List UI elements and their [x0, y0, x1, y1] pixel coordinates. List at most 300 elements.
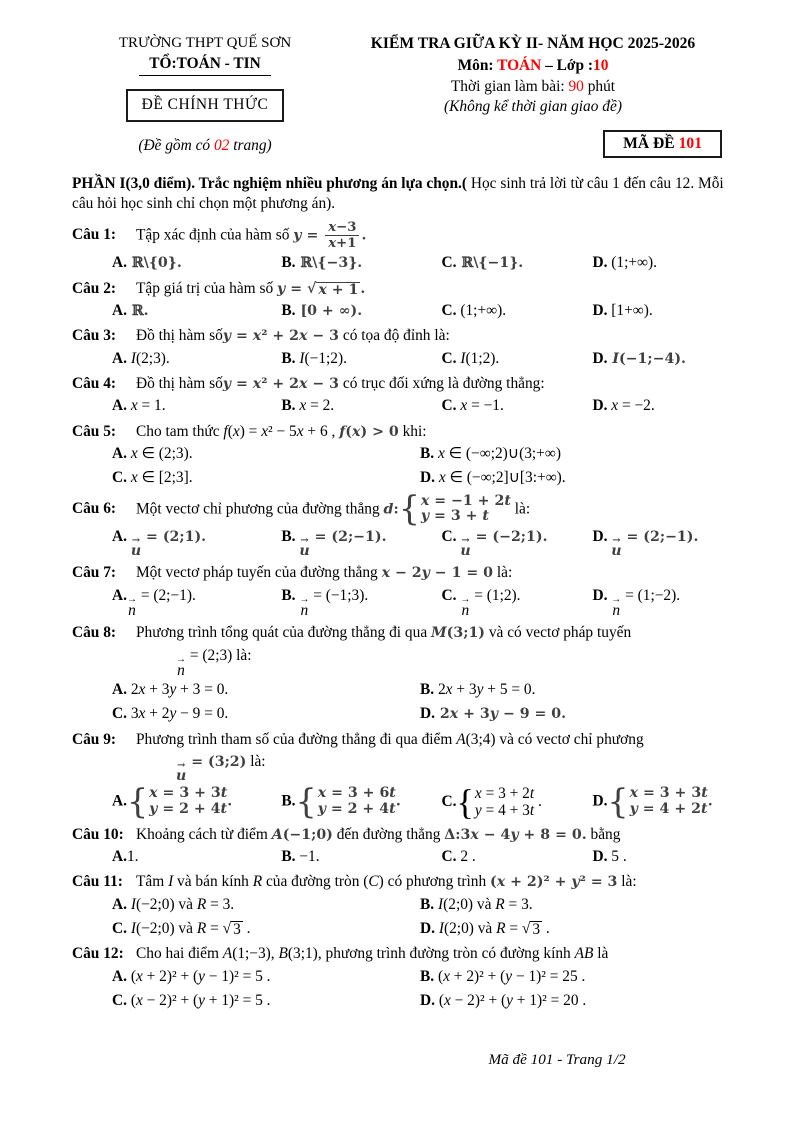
option-b: [281, 396, 441, 416]
question-text: [136, 374, 545, 394]
option-key: B.: [281, 792, 296, 810]
math-run: 1.: [126, 847, 139, 865]
options-row: [112, 895, 728, 915]
option-c: [442, 253, 593, 273]
exam-header: [72, 34, 728, 158]
text-run: là:: [246, 752, 266, 770]
math-run: I(2;0): [438, 919, 474, 937]
option-key: A.: [112, 680, 127, 698]
option-key: B.: [420, 967, 435, 985]
text-run: – Lớp :: [541, 56, 593, 74]
vector-symbol: → u: [611, 535, 622, 560]
math-run: [1+∞).: [607, 301, 653, 319]
option-b: [281, 349, 441, 369]
option-key: B.: [420, 680, 435, 698]
option-a: [112, 680, 420, 700]
question-label: Câu 6:: [72, 500, 117, 518]
math-run: I(1;2).: [460, 349, 500, 367]
text-run: MÃ ĐỀ: [623, 134, 679, 152]
options-row: [112, 967, 728, 987]
question-label: Câu 9:: [72, 730, 117, 748]
question-head: [72, 374, 728, 394]
text-run: TRƯỜNG THPT QUẾ SƠN: [118, 35, 292, 51]
option-d: [420, 468, 728, 488]
option-key: D.: [420, 469, 435, 487]
math-run: ℝ.: [126, 302, 149, 319]
question-label: Câu 12:: [72, 945, 124, 963]
math-run: 2x + 3y + 5 = 0.: [434, 680, 536, 698]
question-label: Câu 8:: [72, 624, 117, 642]
option-key: A.: [112, 397, 127, 415]
option-key: D.: [592, 301, 608, 319]
options-row: [112, 586, 728, 618]
question-label: Câu 5:: [72, 422, 117, 440]
math-run: R: [252, 873, 263, 891]
math-run: I(−1;−4).: [612, 350, 686, 367]
text-run: KIỂM TRA GIỮA KỲ II- NĂM HỌC 2025-2026: [370, 35, 696, 52]
page-count-note: [72, 136, 338, 156]
exam-code-box: [603, 130, 722, 159]
question-text: [136, 563, 512, 583]
question: [72, 279, 728, 322]
math-run: (C): [363, 873, 384, 891]
option-d: [592, 253, 728, 273]
option-c: [442, 586, 593, 618]
math-run: = (2;−1).: [309, 529, 387, 546]
math-run: f(x) > 0: [339, 423, 399, 440]
question-text-line2: [176, 752, 728, 783]
math-run: x ∈ (2;3).: [130, 444, 193, 462]
option-d: [592, 301, 728, 321]
option-key: C.: [441, 528, 457, 546]
school-name: [72, 34, 338, 54]
option-d: [592, 527, 728, 558]
vector-symbol: → n: [126, 593, 137, 619]
options-row: [112, 781, 728, 822]
question-head: [72, 623, 728, 643]
question-head: [72, 872, 728, 892]
math-run: = (2;1).: [141, 529, 207, 546]
math-run: .: [360, 280, 366, 297]
option-c: [112, 704, 420, 724]
question: [72, 326, 728, 369]
vector-symbol: → n: [299, 593, 310, 619]
option-c: [112, 991, 420, 1011]
option-key: A.: [112, 301, 127, 319]
text-run: , phương trình đường tròn có đường kính: [317, 945, 575, 963]
school-block: [72, 34, 338, 158]
math-run: ℝ\{0}.: [126, 255, 182, 272]
equation-system: { x = 3 + 3t y = 4 + 2t: [607, 782, 708, 822]
option-a: [112, 895, 420, 915]
math-run: = (2;−1).: [621, 529, 699, 546]
option-c: [112, 919, 420, 939]
math-run: (1;+∞).: [456, 301, 507, 319]
text-run: trang): [229, 136, 272, 154]
options-row: [112, 253, 728, 273]
question-label: Câu 3:: [72, 327, 117, 345]
option-b: [281, 527, 441, 558]
math-run: I(−2;0): [130, 919, 175, 937]
option-key: C.: [441, 254, 457, 272]
option-key: A.: [112, 967, 127, 985]
text-run: là:: [232, 646, 252, 664]
question-text: [136, 422, 427, 442]
text-run: Tập xác định của hàm số: [136, 226, 294, 244]
option-b: [420, 680, 728, 700]
option-b: [281, 586, 441, 618]
option-b: [281, 847, 441, 867]
option-key: C.: [112, 705, 127, 723]
math-run: R = 3.: [495, 895, 533, 913]
question: [72, 872, 728, 939]
math-run: M(3;1): [431, 625, 485, 642]
option-b: [420, 444, 728, 464]
option-key: C.: [441, 847, 457, 865]
text-run: bằng: [586, 825, 621, 843]
question-head: [72, 422, 728, 442]
math-run: .: [227, 793, 233, 810]
option-a: [112, 586, 281, 618]
text-run: và: [473, 895, 496, 913]
question-text: [136, 825, 620, 845]
question-head: [72, 279, 728, 299]
option-b: [281, 253, 441, 273]
text-run: Đồ thị hàm số: [136, 327, 223, 345]
text-run: Một vectơ chỉ phương của đường thẳng: [136, 499, 384, 517]
option-key: B.: [281, 349, 296, 367]
option-key: D.: [592, 792, 608, 810]
option-a: [112, 301, 281, 321]
text-run: đến đường thẳng: [332, 825, 445, 843]
question: [72, 220, 728, 274]
option-d: [592, 396, 728, 416]
options-row: [112, 680, 728, 700]
math-run: Δ:3x − 4y + 8 = 0.: [444, 826, 587, 843]
text-run: là:: [510, 499, 531, 517]
question-text: [136, 872, 637, 892]
option-key: B.: [281, 397, 296, 415]
question-label: Câu 1:: [72, 226, 117, 244]
question-head: [72, 944, 728, 964]
options-row: [112, 919, 728, 939]
equation-system: { x = 3 + 6t y = 2 + 4t: [295, 782, 396, 822]
question-text: [136, 279, 365, 299]
option-a: [112, 349, 281, 369]
text-run: là: [593, 945, 609, 963]
option-key: D.: [592, 254, 608, 272]
math-run: A(−1;0): [271, 826, 333, 843]
math-run: A(3;4): [456, 730, 496, 748]
math-run: 3x + 2y − 9 = 0.: [126, 705, 229, 723]
option-key: C.: [441, 397, 457, 415]
text-run: ,: [327, 422, 340, 440]
text-run: Mã đề 101 - Trang 1/2: [488, 1051, 626, 1068]
math-run: 2 .: [456, 847, 476, 865]
option-c: [442, 847, 593, 867]
option-key: D.: [592, 847, 608, 865]
option-key: D.: [420, 705, 435, 723]
exam-code-wrap: [338, 130, 728, 159]
math-run: (x + 2)² + (y − 1)² = 5 .: [126, 967, 271, 985]
sqrt-expression: √ 3: [222, 919, 241, 938]
text-run: có trục đối xứng là đường thẳng:: [339, 374, 545, 392]
text-run: 101: [678, 134, 702, 152]
math-run: 2x + 3y − 9 = 0.: [434, 706, 567, 723]
option-key: C.: [441, 792, 457, 810]
question: [72, 563, 728, 618]
vector-symbol: → n: [611, 593, 622, 619]
text-run: của đường tròn: [262, 873, 364, 891]
math-run: y = x² + 2x − 3: [222, 375, 340, 392]
math-run: R = 3.: [196, 895, 235, 913]
option-key: D.: [592, 586, 608, 604]
question-text: [136, 489, 531, 529]
text-run: có tọa độ đỉnh là:: [339, 327, 450, 345]
vector-symbol: → u: [176, 759, 187, 784]
math-run: x ∈ (−∞;2]∪[3:+∞).: [438, 469, 566, 487]
question-head: [72, 326, 728, 346]
options-row: [112, 301, 728, 321]
text-run: Thời gian làm bài:: [450, 77, 569, 95]
option-key: C.: [112, 991, 127, 1009]
options-row: [112, 444, 728, 464]
math-run: I(−1;2).: [299, 349, 347, 367]
option-b: [420, 967, 728, 987]
equation-system: { x = 3 + 3t y = 2 + 4t: [126, 782, 228, 822]
subject-line: [338, 56, 728, 76]
option-d: [592, 586, 728, 618]
option-c: [112, 468, 420, 488]
math-run: = (1;−2).: [621, 586, 681, 604]
option-c: [442, 396, 593, 416]
department-line: [72, 54, 338, 76]
math-run: I(2;0): [437, 895, 474, 913]
math-run: 5 .: [607, 847, 627, 865]
official-exam-box: [126, 89, 285, 121]
math-run: = (2;3): [186, 646, 233, 664]
text-run: và: [174, 895, 197, 913]
option-key: A.: [112, 895, 127, 913]
math-run: I(−2;0): [130, 895, 175, 913]
official-box-wrap: [72, 76, 338, 121]
text-run: phút: [583, 77, 616, 95]
option-c: [442, 527, 593, 558]
math-run: x = 2.: [299, 397, 335, 415]
math-run: .: [242, 919, 251, 937]
text-run: và: [473, 919, 497, 937]
question: [72, 944, 728, 1011]
math-run: .: [395, 793, 401, 810]
text-run: Đồ thị hàm số: [136, 374, 223, 392]
text-run: là:: [617, 873, 637, 891]
question-head: [72, 220, 728, 251]
department: [139, 54, 270, 76]
option-b: [281, 782, 441, 822]
option-key: C.: [112, 469, 127, 487]
text-run: Tập giá trị của hàm số: [136, 279, 278, 297]
option-key: A.: [112, 586, 127, 604]
option-key: D.: [592, 528, 608, 546]
math-run: x = −2.: [611, 397, 655, 415]
question-label: Câu 11:: [72, 873, 123, 891]
math-run: = (−1;3).: [309, 586, 369, 604]
option-key: B.: [281, 586, 296, 604]
math-run: (x − 2)² + (y + 1)² = 5 .: [126, 991, 271, 1009]
option-key: D.: [592, 397, 608, 415]
equation-system: { x = −1 + 2t y = 3 + t: [398, 489, 511, 529]
math-run: = (2;−1).: [136, 586, 196, 604]
option-c: [442, 349, 593, 369]
option-a: [112, 967, 420, 987]
text-run: (Đề gồm có: [138, 136, 214, 154]
math-run: I(2;3).: [130, 349, 170, 367]
text-run: Môn:: [457, 56, 498, 74]
option-key: B.: [281, 528, 296, 546]
question: [72, 825, 728, 868]
page-footer: [0, 1050, 794, 1070]
math-run: f(x) = x² − 5x + 6: [223, 422, 328, 440]
option-d: [420, 991, 728, 1011]
option-d: [420, 704, 728, 724]
fraction: $\frac{x-3}{x+1}$: [323, 220, 361, 251]
question-label: Câu 2:: [72, 279, 117, 297]
math-run: I: [168, 873, 174, 891]
text-run: Phương trình tham số của đường thẳng đi qua điểm: [136, 730, 457, 748]
exam-title: [338, 34, 728, 55]
math-run: −1.: [295, 847, 320, 865]
math-run: (x + 2)² + (y − 1)² = 25 .: [434, 967, 586, 985]
option-key: C.: [441, 349, 457, 367]
math-run: R =: [196, 919, 223, 937]
option-a: [112, 253, 281, 273]
options-row: [112, 527, 728, 558]
question: [72, 623, 728, 724]
question-label: Câu 10:: [72, 825, 124, 843]
option-c: [442, 301, 593, 321]
math-run: (x + 2)² + y² = 3: [490, 874, 618, 891]
math-run: .: [534, 792, 542, 810]
text-run: (Không kể thời gian giao đề): [444, 98, 622, 116]
text-run: có phương trình: [383, 873, 491, 891]
math-run: 2x + 3y + 3 = 0.: [126, 680, 229, 698]
text-run: là:: [493, 564, 513, 582]
option-key: A.: [112, 792, 127, 810]
question-text: [136, 326, 450, 346]
question-text: [136, 220, 366, 251]
math-run: x ∈ [2;3].: [130, 469, 193, 487]
option-key: A.: [112, 528, 127, 546]
text-run: Học sinh trả lời từ câu 1 đến câu 12. Mỗi câu hỏi học sinh chỉ chọn một phương án).: [72, 175, 724, 213]
question-list: [72, 220, 728, 1011]
math-run: y = x² + 2x − 3: [222, 328, 340, 345]
text-run: và: [174, 919, 197, 937]
math-run: y =: [277, 280, 307, 297]
option-key: A.: [112, 254, 127, 272]
math-run: x ∈ (−∞;2)∪(3;+∞): [437, 444, 561, 462]
text-run: và bán kính: [173, 873, 253, 891]
question-label: Câu 4:: [72, 374, 117, 392]
text-run: ĐỀ CHÍNH THỨC: [141, 96, 269, 114]
exam-info-block: [338, 34, 728, 158]
note-line: [338, 97, 728, 117]
vector-symbol: → u: [460, 535, 471, 560]
question: [72, 422, 728, 489]
text-run: Tâm: [136, 873, 169, 891]
math-run: [0 + ∞).: [295, 302, 363, 319]
text-run: và có vectơ chỉ phương: [495, 730, 644, 748]
options-row: [112, 704, 728, 724]
option-d: [592, 782, 728, 822]
question-head: [72, 825, 728, 845]
vector-symbol: → n: [176, 653, 186, 679]
text-run: PHẦN I(3,0 điểm). Trắc nghiệm nhiều phương án lựa chọn.(: [72, 175, 467, 193]
option-key: B.: [420, 444, 435, 462]
math-run: = (3;2): [186, 753, 247, 770]
math-run: A(1;−3), B(3;1): [222, 945, 318, 963]
math-run: x = −1.: [460, 397, 504, 415]
math-run: (x − 2)² + (y + 1)² = 20 .: [434, 991, 587, 1009]
option-b: [281, 301, 441, 321]
text-run: Khoảng cách từ điểm: [136, 825, 272, 843]
question: [72, 730, 728, 820]
question-text: [136, 730, 644, 750]
math-run: AB: [574, 945, 594, 963]
vector-symbol: → n: [460, 593, 471, 619]
time-line: [338, 77, 728, 97]
text-run: Một vectơ pháp tuyến của đường thẳng: [136, 564, 382, 582]
text-run: và có vectơ pháp tuyến: [485, 624, 632, 642]
text-run: Cho hai điểm: [136, 945, 223, 963]
option-key: D.: [592, 349, 608, 367]
option-d: [420, 919, 728, 939]
text-run: Cho tam thức: [136, 422, 224, 440]
question-head: [72, 730, 728, 750]
options-row: [112, 396, 728, 416]
text-run: TỔ:TOÁN - TIN: [149, 54, 261, 72]
math-run: ℝ\{−3}.: [295, 255, 363, 272]
option-key: B.: [281, 254, 296, 272]
option-a: [112, 444, 420, 464]
question-text-line2: [176, 646, 728, 678]
options-row: [112, 991, 728, 1011]
sqrt-expression: √ 3: [521, 919, 541, 938]
math-run: .: [542, 919, 550, 937]
option-a: [112, 527, 281, 558]
math-run: (1;+∞).: [607, 254, 657, 272]
option-key: C.: [112, 919, 127, 937]
section-1-heading: [72, 174, 728, 215]
math-run: .: [361, 227, 367, 244]
sqrt-expression: √ x + 1: [307, 280, 359, 298]
math-run: x − 2y − 1 = 0: [381, 565, 493, 582]
option-c: [441, 781, 593, 822]
math-run: d:: [383, 500, 399, 517]
math-run: = (1;2).: [470, 586, 521, 604]
math-run: = (−2;1).: [470, 529, 548, 546]
question-text: [136, 944, 608, 964]
options-row: [112, 468, 728, 488]
question: [72, 374, 728, 417]
option-key: C.: [441, 301, 457, 319]
option-b: [420, 895, 728, 915]
question-head: [72, 563, 728, 583]
option-key: A.: [112, 349, 127, 367]
text-run: 10: [593, 56, 609, 74]
math-run: R =: [496, 919, 522, 937]
math-run: ℝ\{−1}.: [456, 255, 524, 272]
option-key: B.: [281, 301, 296, 319]
